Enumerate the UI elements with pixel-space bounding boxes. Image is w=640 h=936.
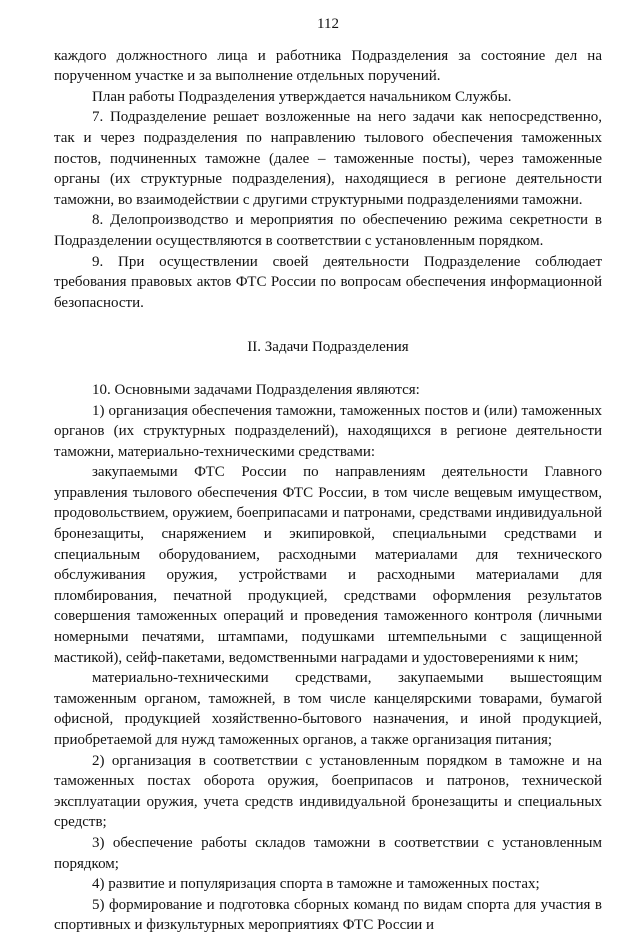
paragraph-item-8: 8. Делопроизводство и мероприятия по обеспечению режима секретности в Подразделении осуществляются в соответствии с установленным порядком. bbox=[54, 212, 602, 249]
paragraph-task-1-other-procurement: материально-техническими средствами, закупаемыми вышестоящим таможенным органом, таможней, в том числе канцелярскими товарами, бумагой офисной, продукцией хозяйственно-бытового назначения, и иной продукцией, приобретаемой для нужд таможенных органов, а также организация питания; bbox=[54, 670, 602, 748]
page-number: 112 bbox=[317, 16, 339, 32]
paragraph-work-plan: План работы Подразделения утверждается начальником Службы. bbox=[92, 88, 512, 105]
paragraph-task-1: 1) организация обеспечения таможни, таможенных постов и (или) таможенных органов (их структурных подразделений), находящихся в регионе деятельности таможни, материально-техническими средствами: bbox=[54, 402, 602, 460]
paragraph-item-7: 7. Подразделение решает возложенные на него задачи как непосредственно, так и через подразделения по направлению тылового обеспечения таможенных постов, подчиненных таможне (далее – таможенные посты), через таможенные органы (их структурные подразделения), находящиеся в регионе деятельности таможни, во взаимодействии с другими структурными подразделениями таможни. bbox=[54, 109, 602, 208]
paragraph-task-1-fts-procurement: закупаемыми ФТС России по направлениям деятельности Главного управления тылового обеспечения ФТС России, в том числе вещевым имуществом, продовольствием, оружием, боеприпасами и патронами, средствами индивидуальной бронезащиты, снаряжением и экипировкой, специальными средствами и специальным оборудованием, расходными материалами для технического обслуживания оружия, устройствами и расходными материалами для пломбирования, печатной продукцией, средствами оформления результатов совершения таможенных операций и проведения таможенного контроля (личными номерными печатями, штампами, подушками штемпельными с защищенной мастикой), сейф-пакетами, ведомственными наградами и удостоверениями к ним; bbox=[54, 464, 602, 666]
paragraph-task-3: 3) обеспечение работы складов таможни в соответствии с установленным порядком; bbox=[54, 834, 602, 872]
paragraph-item-9: 9. При осуществлении своей деятельности Подразделение соблюдает требования правовых актов ФТС России по вопросам обеспечения информационной безопасности. bbox=[54, 253, 602, 311]
paragraph-item-10: 10. Основными задачами Подразделения являются: bbox=[92, 381, 420, 398]
paragraph-continuation: каждого должностного лица и работника Подразделения за состояние дел на порученном участке и за выполнение отдельных поручений. bbox=[54, 47, 602, 85]
paragraph-task-5: 5) формирование и подготовка сборных команд по видам спорта для участия в спортивных и физкультурных мероприятиях ФТС России и bbox=[54, 896, 602, 934]
paragraph-task-4: 4) развитие и популяризация спорта в таможне и таможенных постах; bbox=[92, 876, 540, 893]
document-page bbox=[54, 14, 602, 936]
section-heading: II. Задачи Подразделения bbox=[247, 339, 409, 356]
paragraph-task-2: 2) организация в соответствии с установленным порядком в таможне и на таможенных постах оборота оружия, боеприпасов и патронов, технической эксплуатации оружия, учета средств индивидуальной бронезащиты и специальных средств; bbox=[54, 752, 602, 831]
